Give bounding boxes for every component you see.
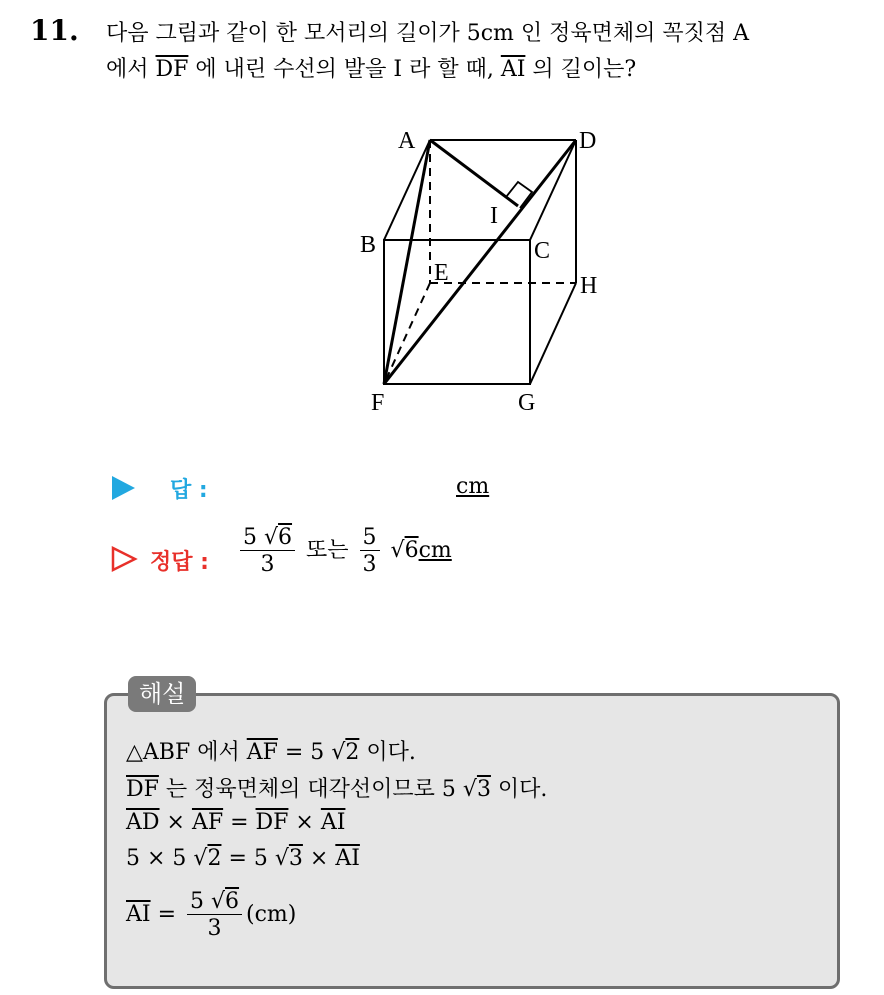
right-angle-mark: [506, 182, 532, 208]
answer-row: [110, 472, 136, 501]
segment-df: $\overline{DF}$: [155, 57, 189, 82]
label-g: G: [518, 390, 536, 416]
correct-answer-value: [236, 526, 452, 576]
sqrt-six: √6: [390, 538, 419, 564]
label-e: E: [434, 260, 449, 286]
answer-label: 답 :: [170, 478, 208, 503]
question-number: 11.: [30, 14, 79, 47]
solution-tab: 해설: [128, 676, 196, 712]
edge-ab: [384, 140, 430, 240]
fraction: $\frac{5 √6}{3}$: [240, 526, 295, 576]
segment-ai: $\overline{AI}$: [500, 57, 526, 82]
label-a: A: [398, 128, 416, 154]
segment-ai: [430, 140, 518, 206]
solution-line-5: $\overline{AI}$ = $\frac{5 √6}{3}$ (cm): [126, 889, 297, 942]
solution-line-3: $\overline{AD} \times \overline{AF} = \overline{DF} \times \overline{AI}$: [126, 810, 346, 835]
question-line-2: [106, 52, 636, 83]
solution-line-1: △ABF 에서 $\overline{AF} = 5$ √2 이다.: [126, 740, 416, 765]
cube-figure: [340, 120, 620, 420]
label-c: C: [534, 238, 551, 264]
correct-label: 정답 :: [150, 550, 209, 575]
label-b: B: [360, 232, 377, 258]
question-line-1: 다음 그림과 같이 한 모서리의 길이가 5cm 인 정육면체의 꼭짓점 A: [106, 21, 750, 46]
correct-arrow: [110, 545, 138, 577]
question-text: 의 길이는?: [525, 57, 637, 82]
answer-unit: cm: [456, 474, 490, 499]
label-h: H: [580, 273, 598, 299]
solution-line-2: $\overline{DF}$ 는 정육면체의 대각선이므로 5 √3 이다.: [126, 777, 548, 802]
or-text: 또는: [306, 538, 349, 564]
solution-line-4: 5 × 5 √2 = 5 $√3 \times \overline{AI}$: [126, 846, 360, 871]
outline-play-arrow-icon: [110, 545, 138, 573]
question-text: 에 내린 수선의 발을 I 라 할 때,: [188, 57, 501, 82]
segment-af: [384, 140, 430, 384]
label-d: D: [579, 128, 597, 154]
unit-cm: cm: [418, 538, 452, 564]
label-i: I: [490, 203, 498, 229]
label-f: F: [371, 390, 385, 416]
play-arrow-icon: [110, 475, 136, 501]
fraction: $\frac{5 √6}{3}$: [187, 890, 242, 940]
edge-hg: [530, 283, 576, 384]
question-text: 에서: [106, 57, 156, 82]
fraction-alt: $\frac{5}{3}$: [360, 526, 380, 576]
